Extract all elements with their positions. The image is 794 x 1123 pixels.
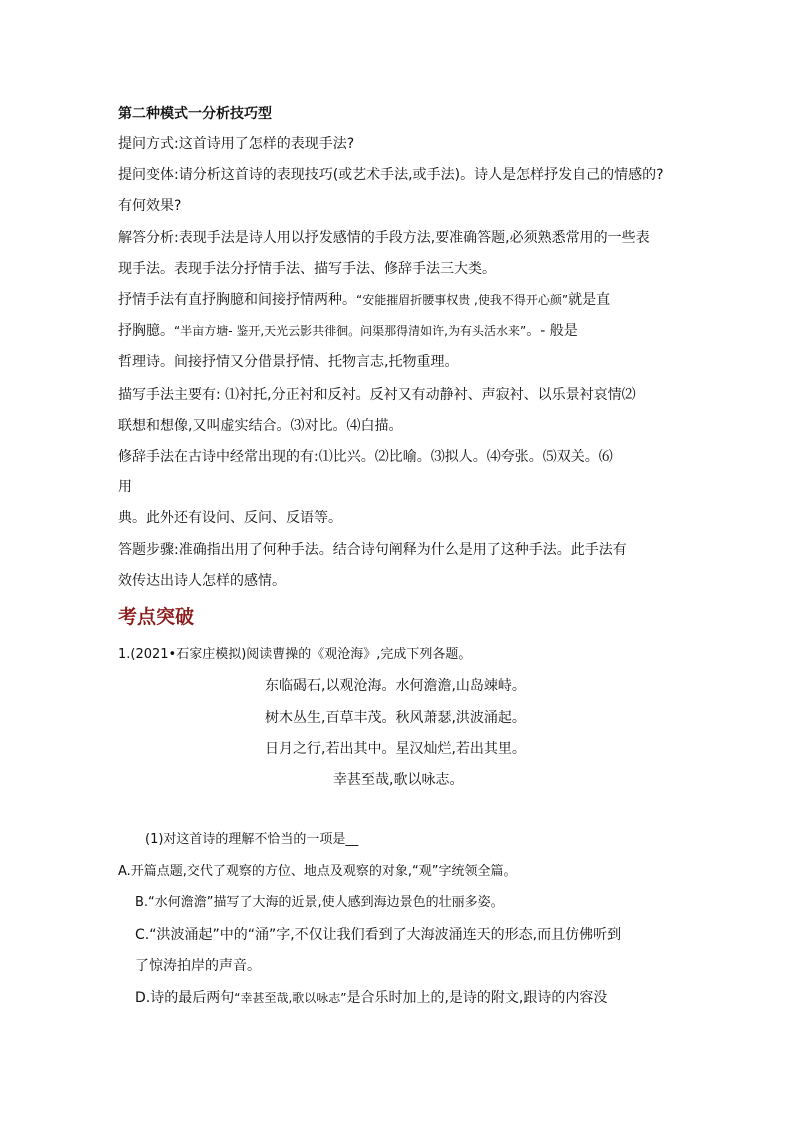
analysis-text-cont: 现手法。表现手法分抒情手法、描写手法、修辞手法三大类。	[118, 261, 496, 277]
lyric-method-text-end: 。- 般是	[526, 323, 578, 339]
lyric-method-line-2	[118, 321, 578, 341]
poem-line-2: 树木丛生,百草丰茂。秋风萧瑟,洪波涌起。	[265, 710, 526, 726]
lyric-method-text: 抒胸臆。	[118, 323, 174, 339]
poem-line-1: 东临碣石,以观沧海。水何澹澹,山岛竦峙。	[265, 678, 526, 694]
option-c-cont: 了惊涛拍岸的声音。	[135, 958, 261, 974]
lyric-method-text-end: 就是直	[568, 292, 611, 308]
option-c: C.“洪波涌起”中的“涌”字,不仅让我们看到了大海波涌连天的形态,而且仿佛听到	[135, 927, 622, 943]
rhetoric-method-text-end: 典。此外还有设问、反问、反语等。	[118, 510, 342, 526]
desc-method-text-cont: 联想和想像,又叫虚实结合。⑶对比。⑷白描。	[118, 418, 403, 434]
desc-method-text: 描写手法主要有: ⑴衬托,分正衬和反衬。反衬又有动静衬、声寂衬、以乐景衬哀情⑵	[118, 387, 636, 403]
answer-steps-text: 答题步骤:准确指出用了何种手法。结合诗句阐释为什么是用了这种手法。此手法有	[118, 542, 627, 558]
question-intro: 1.(2021•石家庄模拟)阅读曹操的《观沧海》,完成下列各题。	[118, 647, 472, 662]
analysis-text: 解答分析:表现手法是诗人用以抒发感情的手段方法,要准确答题,必须熟悉常用的一些表	[118, 230, 650, 246]
lyric-quote-1: “安能摧眉折腰事权贵 ,使我不得开心颜”	[356, 293, 569, 307]
lyric-quote-2: “半亩方塘- 鉴开,天光云影共徘徊。问渠那得清如许,为有头活水来”	[174, 324, 527, 338]
rhetoric-method-text: 修辞手法在古诗中经常出现的有:⑴比兴。⑵比喻。⑶拟人。⑷夸张。⑸双关。⑹	[118, 449, 613, 465]
ask-variant-text-cont: 有何效果?	[118, 198, 182, 214]
rhetoric-method-text-cont: 用	[118, 479, 132, 495]
lyric-method-text: 抒情手法有直抒胸臆和间接抒情两种。	[118, 292, 356, 308]
answer-steps-text-cont: 效传达出诗人怎样的感情。	[118, 573, 286, 589]
option-a: A.开篇点题,交代了观察的方位、地点及观察的对象,“观”字统领全篇。	[118, 864, 517, 879]
option-d-text-end: 是合乐时加上的,是诗的附文,跟诗的内容没	[346, 990, 608, 1006]
sub-question: (1)对这首诗的理解不恰当的一项是__	[145, 832, 359, 847]
lyric-method-line-3: 哲理诗。间接抒情又分借景抒情、托物言志,托物重理。	[118, 354, 459, 370]
section-heading: 考点突破	[118, 606, 195, 628]
lyric-method-line-1	[118, 290, 610, 310]
ask-way-text: 提问方式:这首诗用了怎样的表现手法?	[118, 136, 355, 152]
option-b: B.“水何澹澹”描写了大海的近景,使人感到海边景色的壮丽多姿。	[135, 895, 504, 910]
option-d-quote: “幸甚至哉,歌以咏志”	[234, 991, 347, 1005]
poem-line-3: 日月之行,若出其中。星汉灿烂,若出其里。	[265, 741, 526, 757]
option-d-text: D.诗的最后两句	[135, 990, 235, 1006]
option-d	[135, 988, 607, 1008]
method-title: 第二种模式一分析技巧型	[118, 106, 272, 122]
ask-variant-text: 提问变体:请分析这首诗的表现技巧(或艺术手法,或手法)。诗人是怎样抒发自己的情感的?	[118, 167, 664, 183]
poem-line-4: 幸甚至哉,歌以咏志。	[333, 772, 464, 788]
